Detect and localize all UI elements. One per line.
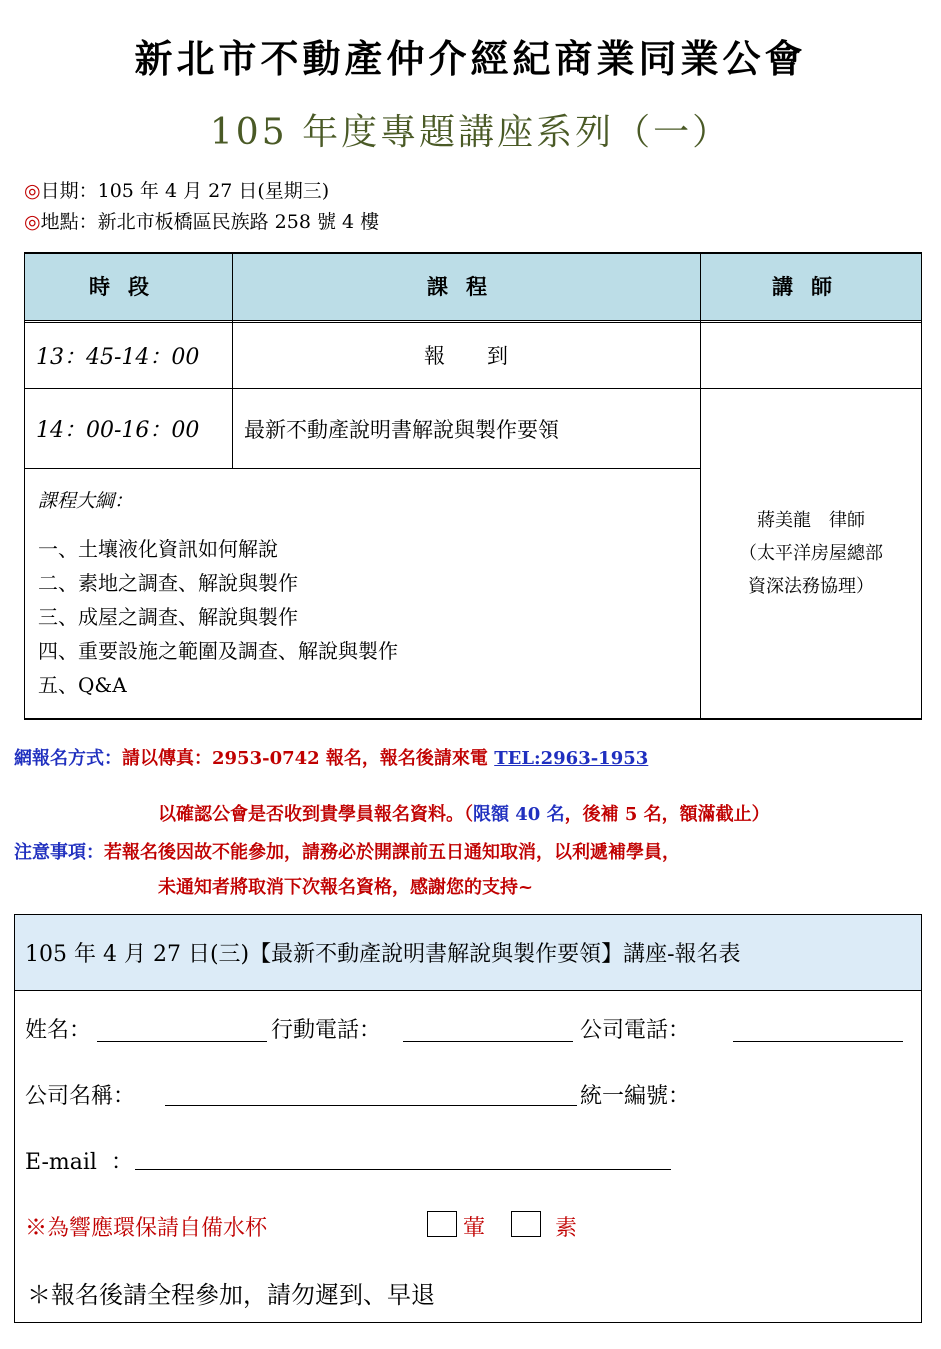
bullseye-icon: ◎ — [24, 180, 41, 202]
schedule-table — [24, 252, 922, 720]
form-title: 105 年 4 月 27 日(三)【最新不動產說明書解說與製作要領】講座-報名表 — [15, 915, 921, 991]
registration-text: 請以傳真：2953-0742 報名，報名後請來電 — [122, 748, 495, 769]
meat-label: 葷 — [463, 1216, 486, 1241]
outline-item: 一、土壤液化資訊如何解說 — [38, 537, 278, 561]
email-label: E-mail ： — [25, 1150, 133, 1175]
limit-rest: ，後補 5 名，額滿截止） — [564, 804, 770, 825]
organization-title: 新北市不動產仲介經紀商業同業公會 — [134, 36, 807, 81]
table-border — [232, 252, 233, 469]
table-border — [24, 252, 922, 254]
course-outline — [38, 486, 688, 706]
header-course: 課程 — [232, 252, 700, 320]
instructor-name: 蔣美龍 律師 — [757, 510, 865, 531]
tax-id-label: 統一編號： — [580, 1084, 691, 1109]
table-border — [24, 252, 25, 720]
outline-item: 三、成屋之調查、解說與製作 — [38, 605, 298, 629]
date-value: 105 年 4 月 27 日(星期三) — [97, 180, 330, 202]
series-title: 105 年度專題講座系列（一） — [209, 112, 732, 153]
mobile-input[interactable] — [403, 1041, 573, 1042]
table-border — [24, 388, 922, 389]
registration-label: 網報名方式： — [14, 748, 122, 769]
outline-item: 二、素地之調查、解說與製作 — [38, 571, 298, 595]
registration-tel-link[interactable]: TEL:2963-1953 — [494, 748, 649, 769]
company-name-input[interactable] — [165, 1105, 577, 1106]
bullseye-icon: ◎ — [24, 211, 41, 233]
row-course: 報 到 — [424, 344, 508, 368]
mobile-label: 行動電話： — [271, 1018, 382, 1043]
location-line — [24, 207, 379, 234]
table-border — [921, 252, 922, 720]
table-border — [24, 322, 922, 323]
outline-item: 四、重要設施之範圍及調查、解說與製作 — [38, 639, 398, 663]
location-label: 地點： — [40, 211, 98, 233]
attention-note — [14, 838, 680, 864]
instructor-title-2: 資深法務協理） — [748, 576, 874, 597]
confirm-note — [158, 800, 770, 826]
date-label: 日期： — [40, 180, 98, 202]
instructor-info — [700, 504, 922, 614]
outline-title: 課程大綱： — [38, 490, 134, 512]
name-input[interactable] — [97, 1041, 267, 1042]
table-border — [24, 718, 922, 720]
row-time: 14：00-16：00 — [36, 418, 200, 443]
vegetarian-label: 素 — [555, 1216, 578, 1241]
limit-text: 限額 40 名 — [473, 804, 565, 825]
attention-label: 注意事項： — [14, 842, 104, 863]
registration-method — [14, 744, 648, 770]
header-time: 時段 — [24, 252, 232, 320]
table-border — [700, 252, 701, 720]
location-value: 新北市板橋區民族路 258 號 4 樓 — [97, 211, 380, 233]
instructor-title-1: （太平洋房屋總部 — [739, 543, 883, 564]
date-line — [24, 176, 329, 203]
attention-text: 若報名後因故不能參加，請務必於開課前五日通知取消，以利遞補學員， — [104, 842, 680, 863]
outline-item: 五、Q&A — [38, 673, 127, 697]
table-border — [24, 468, 700, 469]
row-time: 13：45-14：00 — [36, 344, 200, 370]
confirm-text: 以確認公會是否收到貴學員報名資料。（ — [158, 804, 473, 825]
attendance-note: ＊報名後請全程參加，請勿遲到、早退 — [27, 1281, 435, 1309]
row-course: 最新不動產說明書解說與製作要領 — [244, 417, 559, 442]
email-input[interactable] — [135, 1169, 671, 1170]
meat-checkbox[interactable] — [427, 1211, 457, 1237]
vegetarian-checkbox[interactable] — [511, 1211, 541, 1237]
table-border — [24, 320, 922, 321]
company-phone-label: 公司電話： — [580, 1018, 691, 1043]
eco-note: ※為響應環保請自備水杯 — [25, 1216, 268, 1241]
company-phone-input[interactable] — [733, 1041, 903, 1042]
header-instructor: 講師 — [700, 252, 922, 320]
name-label: 姓名： — [25, 1018, 92, 1043]
attention-note-2: 未通知者將取消下次報名資格，感謝您的支持~ — [158, 877, 534, 898]
company-name-label: 公司名稱： — [25, 1084, 136, 1109]
registration-form — [14, 914, 922, 1323]
